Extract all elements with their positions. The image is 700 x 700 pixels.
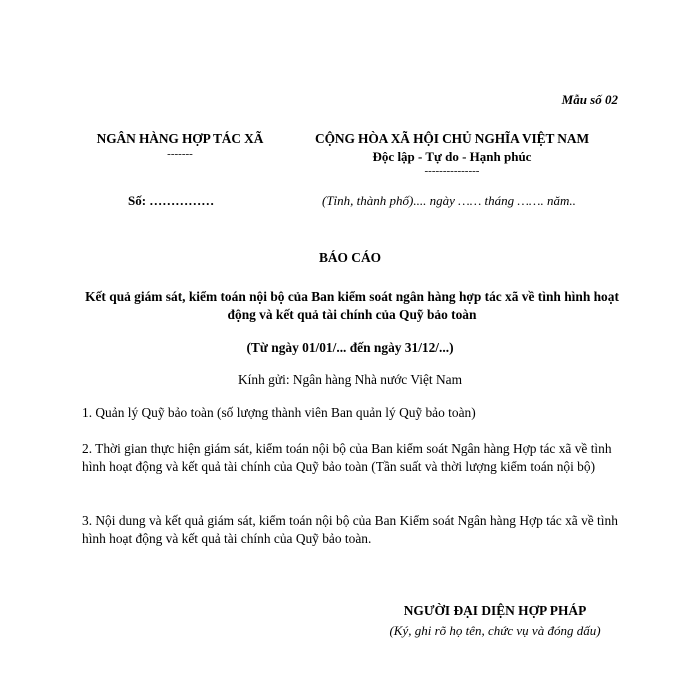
organization-name: NGÂN HÀNG HỢP TÁC XÃ [96, 131, 264, 146]
report-item-2: 2. Thời gian thực hiện giám sát, kiểm toán nội bộ của Ban kiểm soát Ngân hàng Hợp tác xã về tình hình hoạt động và kết quả tài chính của Quỹ bảo toàn (Tần suất và thời lượng kiểm toán nội bộ) [82, 441, 612, 474]
organization-header [80, 131, 280, 160]
nation-name: CỘNG HÒA XÃ HỘI CHỦ NGHĨA VIỆT NAM [315, 131, 589, 146]
report-item-1: 1. Quản lý Quỹ bảo toàn (số lượng thành viên Ban quản lý Quỹ bảo toàn) [82, 405, 476, 420]
signature-title: NGƯỜI ĐẠI DIỆN HỢP PHÁP [403, 603, 587, 618]
document-number: Số: …………… [128, 193, 215, 208]
signature-note: (Ký, ghi rõ họ tên, chức vụ và đóng dấu) [389, 623, 601, 638]
national-motto: Độc lập - Tự do - Hạnh phúc [372, 149, 532, 164]
document-subtitle: Kết quả giám sát, kiểm toán nội bộ của Ban kiểm soát ngân hàng hợp tác xã về tình hình hoạt động và kết quả tài chính của Quỹ bảo toàn [85, 289, 619, 322]
national-header [282, 131, 622, 177]
recipient-line: Kính gửi: Ngân hàng Nhà nước Việt Nam [238, 372, 462, 387]
document-title: BÁO CÁO [318, 250, 382, 265]
report-item-3: 3. Nội dung và kết quả giám sát, kiểm toán nội bộ của Ban Kiểm soát Ngân hàng Hợp tác xã về tình hình hoạt động và kết quả tài chính của Quỹ bảo toàn. [82, 513, 618, 546]
national-divider: --------------- [424, 165, 480, 177]
form-number: Mẫu số 02 [561, 92, 618, 107]
place-date-line: (Tỉnh, thành phố).... ngày …… tháng ……. năm.. [322, 193, 576, 208]
reporting-period: (Từ ngày 01/01/... đến ngày 31/12/...) [246, 340, 454, 355]
organization-divider: ------- [167, 148, 193, 160]
